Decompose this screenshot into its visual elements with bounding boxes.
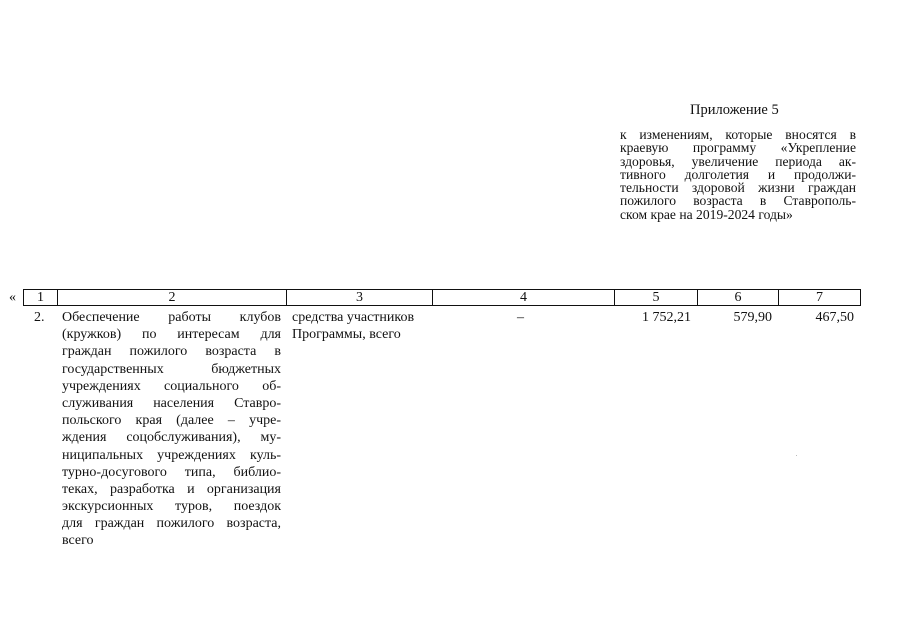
row-col-6-value: 579,90	[733, 310, 772, 325]
appendix-description	[620, 128, 856, 221]
table-header-col-5: 5	[614, 289, 698, 306]
row-description-line: ниципальных учреждениях куль-	[62, 447, 281, 463]
table-header-col-3: 3	[286, 289, 433, 306]
row-description	[62, 309, 281, 550]
appendix-text-line: краевую программу «Укрепление	[620, 140, 856, 156]
table-header-col-2: 2	[57, 289, 287, 306]
row-description-line: всего	[62, 533, 94, 549]
row-source-line: Программы, всего	[292, 327, 401, 343]
row-source-line: средства участников	[292, 310, 415, 325]
row-description-line: теках, разработка и организация	[62, 481, 281, 497]
scan-speck	[796, 455, 797, 456]
appendix-text-line: тельности здоровой жизни граждан	[620, 180, 856, 196]
row-description-line: ждения соцобслуживания), му-	[62, 430, 281, 446]
row-description-line: польского края (далее – учре-	[62, 413, 281, 429]
row-description-line: государственных бюджетных	[62, 361, 281, 377]
row-description-line: турно-досугового типа, библио-	[62, 464, 281, 480]
row-description-line: Обеспечение работы клубов	[62, 310, 281, 325]
row-description-line: для граждан пожилого возраста,	[62, 516, 281, 532]
appendix-text-line: пожилого возраста в Ставрополь-	[620, 193, 856, 209]
appendix-text-line: здоровья, увеличение периода ак-	[620, 153, 856, 169]
appendix-text-line: ском крае на 2019-2024 годы»	[620, 206, 793, 222]
table-header-col-6: 6	[697, 289, 779, 306]
row-funding-source	[292, 309, 432, 343]
table-open-quote: «	[9, 290, 16, 305]
row-description-line: (кружков) по интересам для	[62, 327, 281, 343]
appendix-text-line: тивного долголетия и продолжи-	[620, 166, 856, 182]
appendix-text-line: к изменениям, которые вносятся в	[620, 127, 856, 142]
table-header-col-7: 7	[778, 289, 861, 306]
row-description-line: служивания населения Ставро-	[62, 395, 281, 411]
row-col-7-value: 467,50	[815, 310, 854, 325]
row-number: 2.	[34, 310, 45, 325]
row-description-line: граждан пожилого возраста в	[62, 344, 281, 360]
row-col-4-value: –	[517, 310, 524, 325]
table-header-col-1: 1	[23, 289, 58, 306]
row-description-line: учреждениях социального об-	[62, 378, 281, 394]
row-col-5-value: 1 752,21	[642, 310, 691, 325]
appendix-title: Приложение 5	[690, 102, 779, 118]
table-header-col-4: 4	[432, 289, 615, 306]
row-description-line: экскурсионных туров, поездок	[62, 499, 281, 515]
